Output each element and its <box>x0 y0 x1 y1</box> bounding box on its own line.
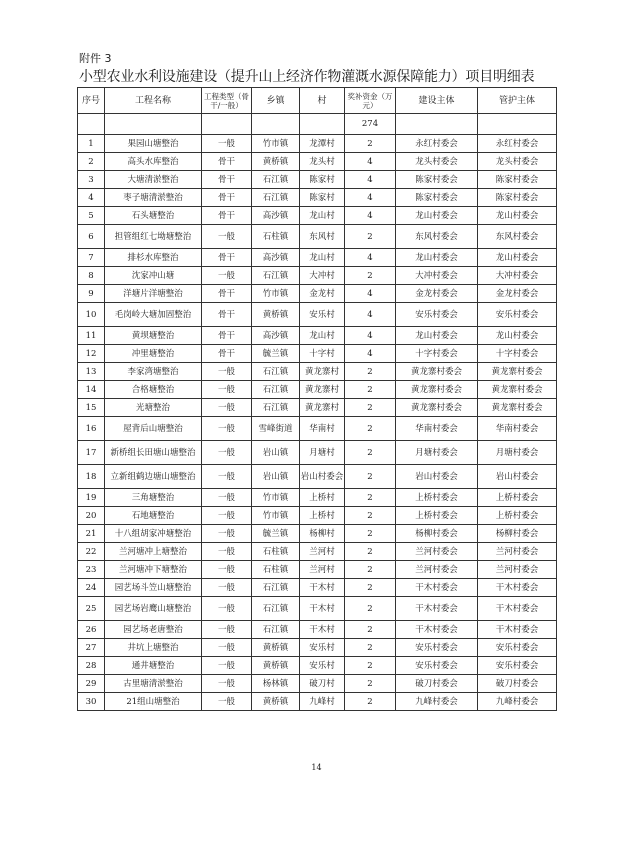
row-builder: 破刀村委会 <box>396 675 478 693</box>
row-project-type: 一般 <box>202 399 252 417</box>
row-project-type: 一般 <box>202 417 252 441</box>
row-town: 石江镇 <box>252 189 300 207</box>
total-funds: 274 <box>345 114 396 135</box>
row-village: 黄龙寨村 <box>300 381 345 399</box>
row-project-name: 兰河塘冲上塘整治 <box>105 543 202 561</box>
total-row <box>78 114 557 135</box>
row-builder: 东风村委会 <box>396 225 478 249</box>
row-fund: 2 <box>345 507 396 525</box>
row-village: 大冲村 <box>300 267 345 285</box>
row-manager: 兰河村委会 <box>478 561 557 579</box>
row-builder: 陈家村委会 <box>396 189 478 207</box>
total-cell <box>396 114 478 135</box>
row-village: 安乐村 <box>300 657 345 675</box>
row-seq: 28 <box>78 657 105 675</box>
row-manager: 黄龙寨村委会 <box>478 399 557 417</box>
row-town: 黄桥镇 <box>252 639 300 657</box>
row-town: 杨林镇 <box>252 675 300 693</box>
total-cell <box>105 114 202 135</box>
row-manager: 龙山村委会 <box>478 207 557 225</box>
row-project-name: 十八组胡家冲塘整治 <box>105 525 202 543</box>
row-seq: 30 <box>78 693 105 711</box>
row-project-name: 通井塘整治 <box>105 657 202 675</box>
row-fund: 2 <box>345 135 396 153</box>
row-seq: 12 <box>78 345 105 363</box>
total-cell <box>202 114 252 135</box>
table-row <box>78 303 557 327</box>
row-town: 石江镇 <box>252 621 300 639</box>
header-village: 村 <box>300 88 345 114</box>
row-project-name: 光塘整治 <box>105 399 202 417</box>
row-seq: 26 <box>78 621 105 639</box>
table-row <box>78 249 557 267</box>
row-project-name: 古里塘清淤整治 <box>105 675 202 693</box>
row-project-name: 担管组红七坳塘整治 <box>105 225 202 249</box>
row-town: 石江镇 <box>252 171 300 189</box>
row-town: 毓兰镇 <box>252 345 300 363</box>
row-builder: 龙山村委会 <box>396 249 478 267</box>
row-project-name: 园艺场老唐整治 <box>105 621 202 639</box>
row-project-type: 骨干 <box>202 303 252 327</box>
header-town: 乡镇 <box>252 88 300 114</box>
row-town: 石江镇 <box>252 267 300 285</box>
row-project-type: 骨干 <box>202 249 252 267</box>
total-cell <box>252 114 300 135</box>
row-builder: 陈家村委会 <box>396 171 478 189</box>
row-town: 黄桥镇 <box>252 303 300 327</box>
table-row <box>78 135 557 153</box>
row-project-name: 石地塘整治 <box>105 507 202 525</box>
row-fund: 4 <box>345 249 396 267</box>
row-town: 石江镇 <box>252 597 300 621</box>
row-project-name: 21组山塘整治 <box>105 693 202 711</box>
row-builder: 月塘村委会 <box>396 441 478 465</box>
row-project-name: 李家湾塘整治 <box>105 363 202 381</box>
table-row <box>78 489 557 507</box>
table-row <box>78 417 557 441</box>
row-project-name: 立新组鹤边塘山塘整治 <box>105 465 202 489</box>
table-row <box>78 153 557 171</box>
row-town: 石江镇 <box>252 399 300 417</box>
row-builder: 龙山村委会 <box>396 327 478 345</box>
row-village: 干木村 <box>300 597 345 621</box>
row-town: 石柱镇 <box>252 225 300 249</box>
row-project-type: 一般 <box>202 135 252 153</box>
row-town: 毓兰镇 <box>252 525 300 543</box>
table-row <box>78 171 557 189</box>
row-project-name: 井坑上塘整治 <box>105 639 202 657</box>
row-village: 干木村 <box>300 579 345 597</box>
row-seq: 17 <box>78 441 105 465</box>
row-seq: 13 <box>78 363 105 381</box>
table-row <box>78 399 557 417</box>
total-cell <box>78 114 105 135</box>
header-builder: 建设主体 <box>396 88 478 114</box>
row-seq: 6 <box>78 225 105 249</box>
row-seq: 23 <box>78 561 105 579</box>
table-row <box>78 465 557 489</box>
row-builder: 杨柳村委会 <box>396 525 478 543</box>
row-fund: 4 <box>345 207 396 225</box>
row-fund: 4 <box>345 153 396 171</box>
row-town: 雪峰街道 <box>252 417 300 441</box>
table-row <box>78 441 557 465</box>
row-manager: 十字村委会 <box>478 345 557 363</box>
row-builder: 兰河村委会 <box>396 561 478 579</box>
row-manager: 干木村委会 <box>478 621 557 639</box>
row-fund: 4 <box>345 345 396 363</box>
row-project-type: 骨干 <box>202 285 252 303</box>
row-town: 岩山镇 <box>252 465 300 489</box>
row-seq: 9 <box>78 285 105 303</box>
row-builder: 上桥村委会 <box>396 489 478 507</box>
row-project-name: 屋背后山塘整治 <box>105 417 202 441</box>
row-fund: 2 <box>345 579 396 597</box>
row-village: 龙山村 <box>300 327 345 345</box>
header-seq: 序号 <box>78 88 105 114</box>
row-builder: 安乐村委会 <box>396 657 478 675</box>
row-project-name: 园艺场斗笠山塘整治 <box>105 579 202 597</box>
row-town: 岩山镇 <box>252 441 300 465</box>
row-seq: 24 <box>78 579 105 597</box>
table-row <box>78 579 557 597</box>
row-manager: 九峰村委会 <box>478 693 557 711</box>
row-project-type: 骨干 <box>202 327 252 345</box>
row-village: 杨柳村 <box>300 525 345 543</box>
row-project-type: 一般 <box>202 525 252 543</box>
row-builder: 金龙村委会 <box>396 285 478 303</box>
row-project-type: 一般 <box>202 579 252 597</box>
row-fund: 2 <box>345 381 396 399</box>
row-project-type: 骨干 <box>202 171 252 189</box>
row-fund: 2 <box>345 441 396 465</box>
row-fund: 2 <box>345 399 396 417</box>
row-village: 龙山村 <box>300 207 345 225</box>
table-row <box>78 507 557 525</box>
table-row <box>78 597 557 621</box>
row-project-type: 一般 <box>202 267 252 285</box>
row-seq: 8 <box>78 267 105 285</box>
total-cell <box>478 114 557 135</box>
row-project-type: 一般 <box>202 657 252 675</box>
row-seq: 22 <box>78 543 105 561</box>
row-project-name: 果园山塘整治 <box>105 135 202 153</box>
row-manager: 华南村委会 <box>478 417 557 441</box>
row-seq: 27 <box>78 639 105 657</box>
row-village: 岩山村委会 <box>300 465 345 489</box>
row-village: 龙山村 <box>300 249 345 267</box>
row-town: 竹市镇 <box>252 507 300 525</box>
row-manager: 上桥村委会 <box>478 489 557 507</box>
row-project-type: 骨干 <box>202 345 252 363</box>
row-seq: 21 <box>78 525 105 543</box>
total-cell <box>300 114 345 135</box>
row-village: 上桥村 <box>300 489 345 507</box>
row-manager: 月塘村委会 <box>478 441 557 465</box>
row-project-name: 排杉水库整治 <box>105 249 202 267</box>
row-seq: 14 <box>78 381 105 399</box>
row-builder: 黄龙寨村委会 <box>396 381 478 399</box>
table-row <box>78 657 557 675</box>
row-project-type: 一般 <box>202 225 252 249</box>
row-fund: 2 <box>345 693 396 711</box>
row-seq: 1 <box>78 135 105 153</box>
row-project-name: 洋塘片洋塘整治 <box>105 285 202 303</box>
table-row <box>78 381 557 399</box>
table-row <box>78 675 557 693</box>
row-builder: 龙头村委会 <box>396 153 478 171</box>
row-fund: 4 <box>345 171 396 189</box>
row-builder: 干木村委会 <box>396 621 478 639</box>
row-village: 九峰村 <box>300 693 345 711</box>
row-project-name: 石头塘整治 <box>105 207 202 225</box>
row-manager: 龙山村委会 <box>478 249 557 267</box>
row-project-type: 一般 <box>202 639 252 657</box>
row-fund: 2 <box>345 597 396 621</box>
table-row <box>78 693 557 711</box>
row-village: 破刀村 <box>300 675 345 693</box>
row-project-type: 一般 <box>202 507 252 525</box>
row-seq: 7 <box>78 249 105 267</box>
row-project-type: 一般 <box>202 489 252 507</box>
table-row <box>78 543 557 561</box>
row-builder: 安乐村委会 <box>396 639 478 657</box>
row-project-type: 一般 <box>202 561 252 579</box>
row-builder: 十字村委会 <box>396 345 478 363</box>
row-fund: 2 <box>345 417 396 441</box>
row-fund: 2 <box>345 639 396 657</box>
row-manager: 安乐村委会 <box>478 639 557 657</box>
row-fund: 2 <box>345 225 396 249</box>
row-fund: 2 <box>345 465 396 489</box>
table-row <box>78 621 557 639</box>
project-table <box>77 87 557 711</box>
row-seq: 4 <box>78 189 105 207</box>
row-fund: 2 <box>345 675 396 693</box>
row-fund: 2 <box>345 525 396 543</box>
row-fund: 2 <box>345 657 396 675</box>
table-row <box>78 525 557 543</box>
row-seq: 5 <box>78 207 105 225</box>
row-project-name: 毛岗岭大塘加固整治 <box>105 303 202 327</box>
row-village: 黄龙寨村 <box>300 399 345 417</box>
row-project-name: 三角塘整治 <box>105 489 202 507</box>
table-row <box>78 285 557 303</box>
row-village: 金龙村 <box>300 285 345 303</box>
row-seq: 15 <box>78 399 105 417</box>
row-seq: 10 <box>78 303 105 327</box>
table-row <box>78 639 557 657</box>
row-fund: 4 <box>345 327 396 345</box>
page-number: 14 <box>311 763 322 772</box>
row-manager: 上桥村委会 <box>478 507 557 525</box>
row-project-type: 骨干 <box>202 153 252 171</box>
table-row <box>78 327 557 345</box>
row-village: 干木村 <box>300 621 345 639</box>
row-seq: 19 <box>78 489 105 507</box>
row-village: 陈家村 <box>300 189 345 207</box>
row-builder: 永红村委会 <box>396 135 478 153</box>
document-title: 小型农业水利设施建设（提升山上经济作物灌溉水源保障能力）项目明细表 <box>79 69 535 85</box>
row-manager: 岩山村委会 <box>478 465 557 489</box>
row-fund: 2 <box>345 363 396 381</box>
row-manager: 陈家村委会 <box>478 189 557 207</box>
row-project-name: 冲里塘整治 <box>105 345 202 363</box>
row-manager: 永红村委会 <box>478 135 557 153</box>
row-manager: 龙头村委会 <box>478 153 557 171</box>
table-row <box>78 207 557 225</box>
row-village: 安乐村 <box>300 303 345 327</box>
row-seq: 25 <box>78 597 105 621</box>
row-town: 竹市镇 <box>252 285 300 303</box>
row-manager: 干木村委会 <box>478 597 557 621</box>
row-fund: 2 <box>345 561 396 579</box>
row-builder: 安乐村委会 <box>396 303 478 327</box>
row-builder: 干木村委会 <box>396 579 478 597</box>
row-fund: 4 <box>345 285 396 303</box>
row-town: 竹市镇 <box>252 135 300 153</box>
row-manager: 破刀村委会 <box>478 675 557 693</box>
row-builder: 上桥村委会 <box>396 507 478 525</box>
row-manager: 黄龙寨村委会 <box>478 381 557 399</box>
table-row <box>78 267 557 285</box>
table-row <box>78 561 557 579</box>
row-town: 竹市镇 <box>252 489 300 507</box>
row-builder: 黄龙寨村委会 <box>396 399 478 417</box>
row-seq: 18 <box>78 465 105 489</box>
row-project-name: 黄坝塘整治 <box>105 327 202 345</box>
row-project-type: 一般 <box>202 621 252 639</box>
header-project-type: 工程类型（骨干/一般） <box>202 88 252 114</box>
table-row <box>78 189 557 207</box>
row-project-type: 一般 <box>202 543 252 561</box>
row-manager: 东风村委会 <box>478 225 557 249</box>
row-town: 高沙镇 <box>252 327 300 345</box>
header-row <box>78 88 557 114</box>
row-seq: 16 <box>78 417 105 441</box>
row-town: 石柱镇 <box>252 561 300 579</box>
header-project-name: 工程名称 <box>105 88 202 114</box>
row-project-name: 大塘清淤整治 <box>105 171 202 189</box>
row-town: 高沙镇 <box>252 207 300 225</box>
row-fund: 2 <box>345 267 396 285</box>
row-project-name: 合格塘整治 <box>105 381 202 399</box>
row-fund: 4 <box>345 189 396 207</box>
row-builder: 大冲村委会 <box>396 267 478 285</box>
row-seq: 3 <box>78 171 105 189</box>
row-manager: 金龙村委会 <box>478 285 557 303</box>
row-seq: 20 <box>78 507 105 525</box>
row-town: 黄桥镇 <box>252 657 300 675</box>
table-row <box>78 225 557 249</box>
row-town: 黄桥镇 <box>252 693 300 711</box>
row-project-name: 园艺场岩鹰山塘整治 <box>105 597 202 621</box>
row-project-type: 一般 <box>202 675 252 693</box>
row-town: 石江镇 <box>252 363 300 381</box>
row-project-type: 一般 <box>202 363 252 381</box>
row-builder: 黄龙寨村委会 <box>396 363 478 381</box>
table-row <box>78 363 557 381</box>
row-manager: 黄龙寨村委会 <box>478 363 557 381</box>
row-fund: 2 <box>345 489 396 507</box>
row-village: 月塘村 <box>300 441 345 465</box>
row-town: 黄桥镇 <box>252 153 300 171</box>
annex-label: 附件 3 <box>79 52 112 65</box>
row-project-type: 骨干 <box>202 189 252 207</box>
row-town: 石江镇 <box>252 381 300 399</box>
row-manager: 干木村委会 <box>478 579 557 597</box>
table-row <box>78 345 557 363</box>
row-project-name: 高头水库整治 <box>105 153 202 171</box>
row-project-type: 一般 <box>202 441 252 465</box>
row-seq: 29 <box>78 675 105 693</box>
row-project-name: 枣子塘清淤整治 <box>105 189 202 207</box>
row-builder: 干木村委会 <box>396 597 478 621</box>
header-subsidy: 奖补资金（万元） <box>345 88 396 114</box>
row-village: 东风村 <box>300 225 345 249</box>
row-town: 石柱镇 <box>252 543 300 561</box>
row-town: 石江镇 <box>252 579 300 597</box>
row-fund: 2 <box>345 621 396 639</box>
row-manager: 安乐村委会 <box>478 303 557 327</box>
row-village: 龙头村 <box>300 153 345 171</box>
row-builder: 岩山村委会 <box>396 465 478 489</box>
row-project-type: 一般 <box>202 381 252 399</box>
row-project-type: 一般 <box>202 597 252 621</box>
row-seq: 2 <box>78 153 105 171</box>
row-project-type: 骨干 <box>202 207 252 225</box>
row-town: 高沙镇 <box>252 249 300 267</box>
row-village: 十字村 <box>300 345 345 363</box>
row-project-type: 一般 <box>202 465 252 489</box>
row-builder: 华南村委会 <box>396 417 478 441</box>
row-village: 陈家村 <box>300 171 345 189</box>
row-manager: 大冲村委会 <box>478 267 557 285</box>
row-manager: 陈家村委会 <box>478 171 557 189</box>
row-village: 兰河村 <box>300 561 345 579</box>
row-village: 上桥村 <box>300 507 345 525</box>
row-project-name: 新桥组长田塘山塘整治 <box>105 441 202 465</box>
row-village: 华南村 <box>300 417 345 441</box>
row-project-name: 沈家冲山塘 <box>105 267 202 285</box>
row-seq: 11 <box>78 327 105 345</box>
row-village: 兰河村 <box>300 543 345 561</box>
row-manager: 兰河村委会 <box>478 543 557 561</box>
row-builder: 九峰村委会 <box>396 693 478 711</box>
row-village: 安乐村 <box>300 639 345 657</box>
row-project-name: 兰河塘冲下塘整治 <box>105 561 202 579</box>
row-builder: 兰河村委会 <box>396 543 478 561</box>
row-builder: 龙山村委会 <box>396 207 478 225</box>
row-village: 黄龙寨村 <box>300 363 345 381</box>
header-manager: 管护主体 <box>478 88 557 114</box>
row-manager: 安乐村委会 <box>478 657 557 675</box>
row-manager: 杨柳村委会 <box>478 525 557 543</box>
row-fund: 4 <box>345 303 396 327</box>
row-village: 龙潭村 <box>300 135 345 153</box>
row-manager: 龙山村委会 <box>478 327 557 345</box>
row-project-type: 一般 <box>202 693 252 711</box>
row-fund: 2 <box>345 543 396 561</box>
